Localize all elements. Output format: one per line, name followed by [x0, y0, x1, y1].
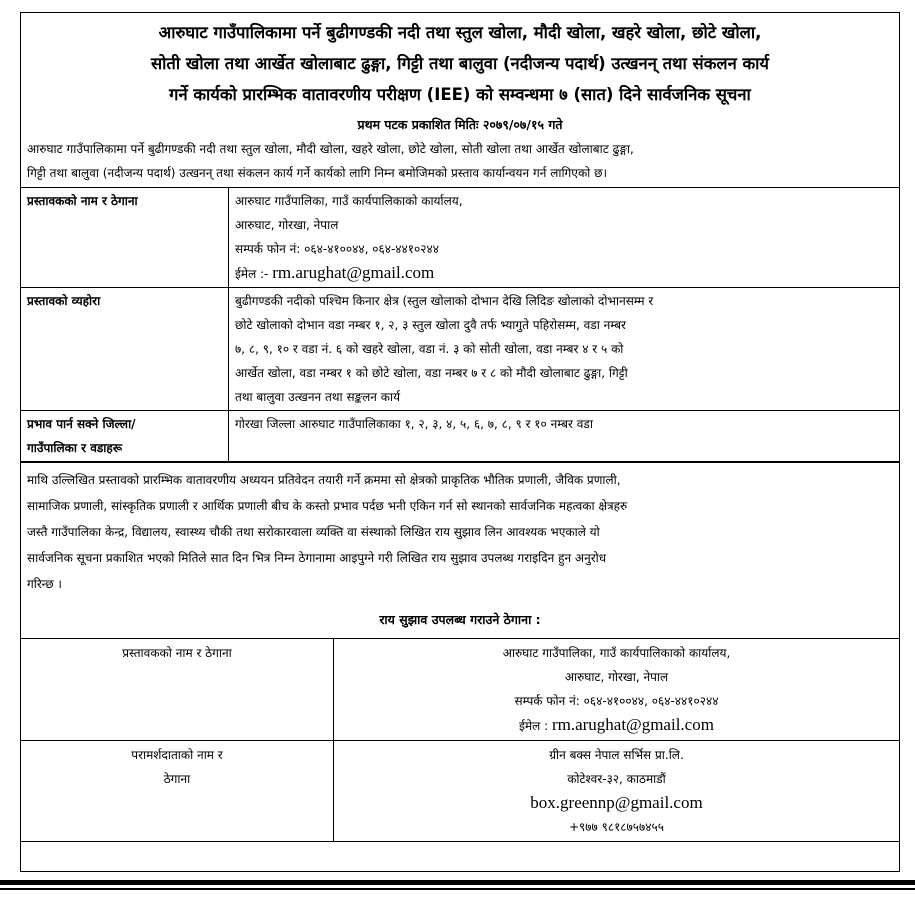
table-row — [21, 411, 899, 462]
proponent-address — [334, 639, 900, 741]
consultant-location: कोटेश्वर-३२, काठमाडौं — [567, 772, 666, 786]
notice-title — [27, 17, 893, 110]
address-heading: राय सुझाव उपलब्ध गराउने ठेगाना : — [379, 612, 541, 627]
affected-area-label — [21, 411, 229, 462]
consultant-email: box.greennp@gmail.com — [530, 793, 703, 812]
affected-area-value: गोरखा जिल्ला आरुघाट गाउँपालिकाका १, २, ३, ४, ५, ६, ७, ८, ९ र १० नम्बर वडा — [229, 411, 900, 462]
table-row — [21, 288, 899, 411]
publish-date: प्रथम पटक प्रकाशित मितिः २०७९/०७/१५ गते — [357, 117, 563, 132]
label-line: परामर्शदाताको नाम र — [131, 748, 223, 762]
description-label: प्रस्तावको व्यहोरा — [21, 288, 229, 411]
body-line: सार्वजनिक सूचना प्रकाशित भएको मितिले सात दिन भित्र निम्न ठेगानामा आइपुग्ने गरी लिखित राय सुझाव उपलब्ध गराइदिन हुन अनुरोध — [27, 551, 607, 565]
proponent-email: rm.arughat@gmail.com — [551, 715, 714, 734]
email-label: ईमेल :- — [235, 267, 269, 281]
title-line: आरुघाट गाउँपालिकामा पर्ने बुढीगण्डकी नदी तथा स्तुल खोला, मौदी खोला, खहरे खोला, छोटे खोला, — [158, 23, 762, 42]
proponent-line: आरुघाट गाउँपालिका, गाउँ कार्यपालिकाको कार्यालय, — [235, 194, 463, 208]
body-line: जस्तै गाउँपालिका केन्द्र, विद्यालय, स्वास्थ्य चौकी तथा सरोकारवाला व्यक्ति वा संस्थाको लिखित राय सुझाव लिन आवश्यक भएकाले यो — [27, 525, 600, 539]
body-line: सामाजिक प्रणाली, सांस्कृतिक प्रणाली र आर्थिक प्रणाली बीच के कस्तो प्रभाव पर्दछ भनी एकिन गर्न सो स्थानको सार्वजनिक महत्वका क्षेत्रहरु — [27, 499, 628, 513]
bottom-rule — [0, 880, 915, 885]
address-line: आरुघाट गाउँपालिका, गाउँ कार्यपालिकाको कार्यालय, — [502, 646, 731, 660]
label-line: गाउँपालिका र वडाहरू — [27, 441, 123, 455]
consultant-label — [21, 741, 334, 842]
proposal-table — [21, 187, 899, 462]
body-line: गरिन्छ । — [27, 577, 62, 591]
proponent-email-row — [340, 713, 893, 738]
proponent-label: प्रस्तावकको नाम र ठेगाना — [21, 188, 229, 288]
request-paragraph — [21, 462, 899, 597]
address-table — [21, 638, 899, 842]
table-row — [21, 639, 899, 741]
proponent-email-row — [235, 261, 893, 286]
title-line: गर्ने कार्यको प्रारम्भिक वातावरणीय परीक्षण (IEE) को सम्वन्धमा ७ (सात) दिने सार्वजनिक सूचना — [169, 85, 751, 104]
proponent-label: प्रस्तावकको नाम र ठेगाना — [21, 639, 334, 741]
intro-paragraph — [21, 137, 899, 185]
title-line: सोती खोला तथा आर्खेत खोलाबाट ढुङ्गा, गिट्टी तथा बालुवा (नदीजन्य पदार्थ) उत्खनन् तथा संकलन कार्य — [150, 54, 769, 73]
description-line: आर्खेत खोला, वडा नम्बर १ को छोटे खोला, वडा नम्बर ७ र ८ को मौदी खोलाबाट ढुङ्गा, गिट्टी — [235, 366, 628, 380]
consultant-name: ग्रीन बक्स नेपाल सर्भिस प्रा.लि. — [549, 748, 684, 762]
description-line: छोटे खोलाको दोभान वडा नम्बर १, २, ३ स्तुल खोला दुवै तर्फ भ्यागुते पहिरोसम्म, वडा नम्बर — [235, 318, 626, 332]
proponent-line: आरुघाट, गोरखा, नेपाल — [235, 218, 339, 232]
email-label: ईमेल : — [519, 719, 549, 733]
description-line: ७, ८, ९, १० र वडा नं. ६ को खहरे खोला, वडा नं. ३ को सोती खोला, वडा नम्बर ४ र ५ को — [235, 342, 624, 356]
intro-line: गिट्टी तथा बालुवा (नदीजन्य पदार्थ) उत्खनन् तथा संकलन कार्य गर्ने कार्यको लागि निम्न बमोजिमको प्रस्ताव कार्यान्वयन गर्न लागिएको छ। — [27, 166, 608, 180]
consultant-phone: +९७७ ९८१८७५७४५५ — [569, 820, 664, 834]
description-line: बुढीगण्डकी नदीको पश्चिम किनार क्षेत्र (स्तुल खोलाको दोभान देखि लिदिङ खोलाको दोभानसम्म र — [235, 294, 654, 308]
proponent-phone: सम्पर्क फोन नं: ०६४-४१००४४, ०६४-४४१०२४४ — [235, 242, 439, 256]
intro-line: आरुघाट गाउँपालिकामा पर्ने बुढीगण्डकी नदी तथा स्तुल खोला, मौदी खोला, खहरे खोला, छोटे खोला, सोती खोला तथा आर्खेत खोलाबाट ढुङ्गा, — [27, 142, 634, 156]
description-line: तथा बालुवा उत्खनन तथा सङ्कलन कार्य — [235, 390, 401, 404]
consultant-address — [334, 741, 900, 842]
proponent-details — [229, 188, 900, 288]
body-line: माथि उल्लिखित प्रस्तावको प्रारम्भिक वातावरणीय अध्ययन प्रतिवेदन तयारी गर्ने क्रममा सो क्षेत्रको प्राकृतिक भौतिक प्रणाली, जैविक प्रणाली, — [27, 473, 621, 487]
bottom-rule-thin — [0, 888, 915, 890]
table-row — [21, 188, 899, 288]
proponent-email: rm.arughat@gmail.com — [272, 263, 435, 282]
label-line: ठेगाना — [163, 772, 191, 786]
table-row — [21, 741, 899, 842]
label-line: प्रभाव पार्न सक्ने जिल्ला/ — [27, 417, 136, 431]
address-line: आरुघाट, गोरखा, नेपाल — [564, 670, 669, 684]
description-details — [229, 288, 900, 411]
public-notice — [20, 12, 900, 872]
proponent-phone: सम्पर्क फोन नं: ०६४-४१००४४, ०६४-४४१०२४४ — [514, 694, 719, 708]
